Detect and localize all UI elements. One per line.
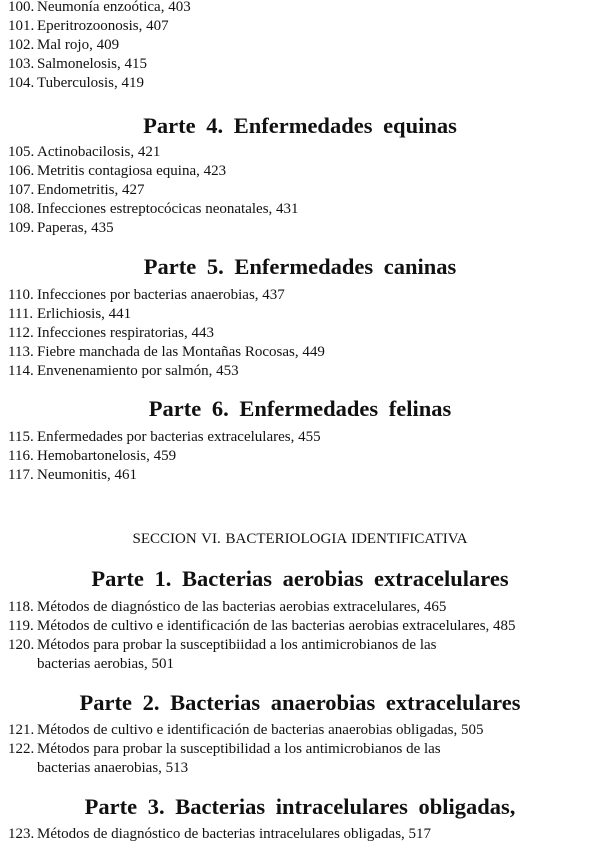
- toc-entry: 113. Fiebre manchada de las Montañas Rocosas, 449: [8, 344, 325, 360]
- toc-entry: 102. Mal rojo, 409: [8, 37, 120, 53]
- part-heading: Parte 2. Bacterias anaerobias extracelulares: [79, 690, 521, 715]
- toc-entry: 110. Infecciones por bacterias anaerobias, 437: [8, 287, 285, 303]
- part-heading: Parte 5. Enfermedades caninas: [143, 254, 457, 279]
- toc-entry: 106. Metritis contagiosa equina, 423: [8, 163, 227, 179]
- toc-entry: 119. Métodos de cultivo e identificación de las bacterias aerobias extracelulares, 485: [8, 618, 516, 634]
- toc-entry: 116. Hemobartonelosis, 459: [8, 448, 177, 464]
- section-title: SECCION VI. BACTERIOLOGIA IDENTIFICATIVA: [132, 531, 468, 547]
- toc-entry: 120. Métodos para probar la susceptibiidad a los antimicrobianos de las: [8, 637, 437, 653]
- toc-entry: 107. Endometritis, 427: [8, 182, 145, 198]
- part-heading: Parte 4. Enfermedades equinas: [143, 113, 457, 138]
- toc-entry-continuation: bacterias anaerobias, 513: [37, 760, 189, 776]
- toc-entry: 123. Métodos de diagnóstico de bacterias intracelulares obligadas, 517: [8, 826, 432, 842]
- toc-entry: 103. Salmonelosis, 415: [8, 56, 148, 72]
- toc-entry: 108. Infecciones estreptocócicas neonatales, 431: [8, 201, 299, 217]
- toc-entry-continuation: bacterias aerobias, 501: [37, 656, 175, 672]
- toc-entry: 117. Neumonitis, 461: [8, 467, 137, 483]
- toc-entry: 104. Tuberculosis, 419: [8, 75, 144, 91]
- toc-entry: 112. Infecciones respiratorias, 443: [8, 325, 215, 341]
- toc-entry: 101. Eperitrozoonosis, 407: [8, 18, 169, 34]
- part-heading: Parte 3. Bacterias intracelulares obligadas,: [84, 794, 516, 819]
- part-heading: Parte 1. Bacterias aerobias extracelulares: [91, 566, 509, 591]
- toc-entry: 122. Métodos para probar la susceptibilidad a los antimicrobianos de las: [8, 741, 441, 757]
- toc-entry: 111. Erlichiosis, 441: [8, 306, 132, 322]
- toc-entry: 118. Métodos de diagnóstico de las bacterias aerobias extracelulares, 465: [8, 599, 447, 615]
- toc-entry: 105. Actinobacilosis, 421: [8, 144, 161, 160]
- toc-entry: 121. Métodos de cultivo e identificación de bacterias anaerobias obligadas, 505: [8, 722, 484, 738]
- toc-entry: 115. Enfermedades por bacterias extracelulares, 455: [8, 429, 321, 445]
- toc-entry: 114. Envenenamiento por salmón, 453: [8, 363, 239, 379]
- part-heading: Parte 6. Enfermedades felinas: [148, 396, 452, 421]
- toc-entry: 109. Paperas, 435: [8, 220, 114, 236]
- toc-entry: 100. Neumonía enzoótica, 403: [8, 0, 191, 15]
